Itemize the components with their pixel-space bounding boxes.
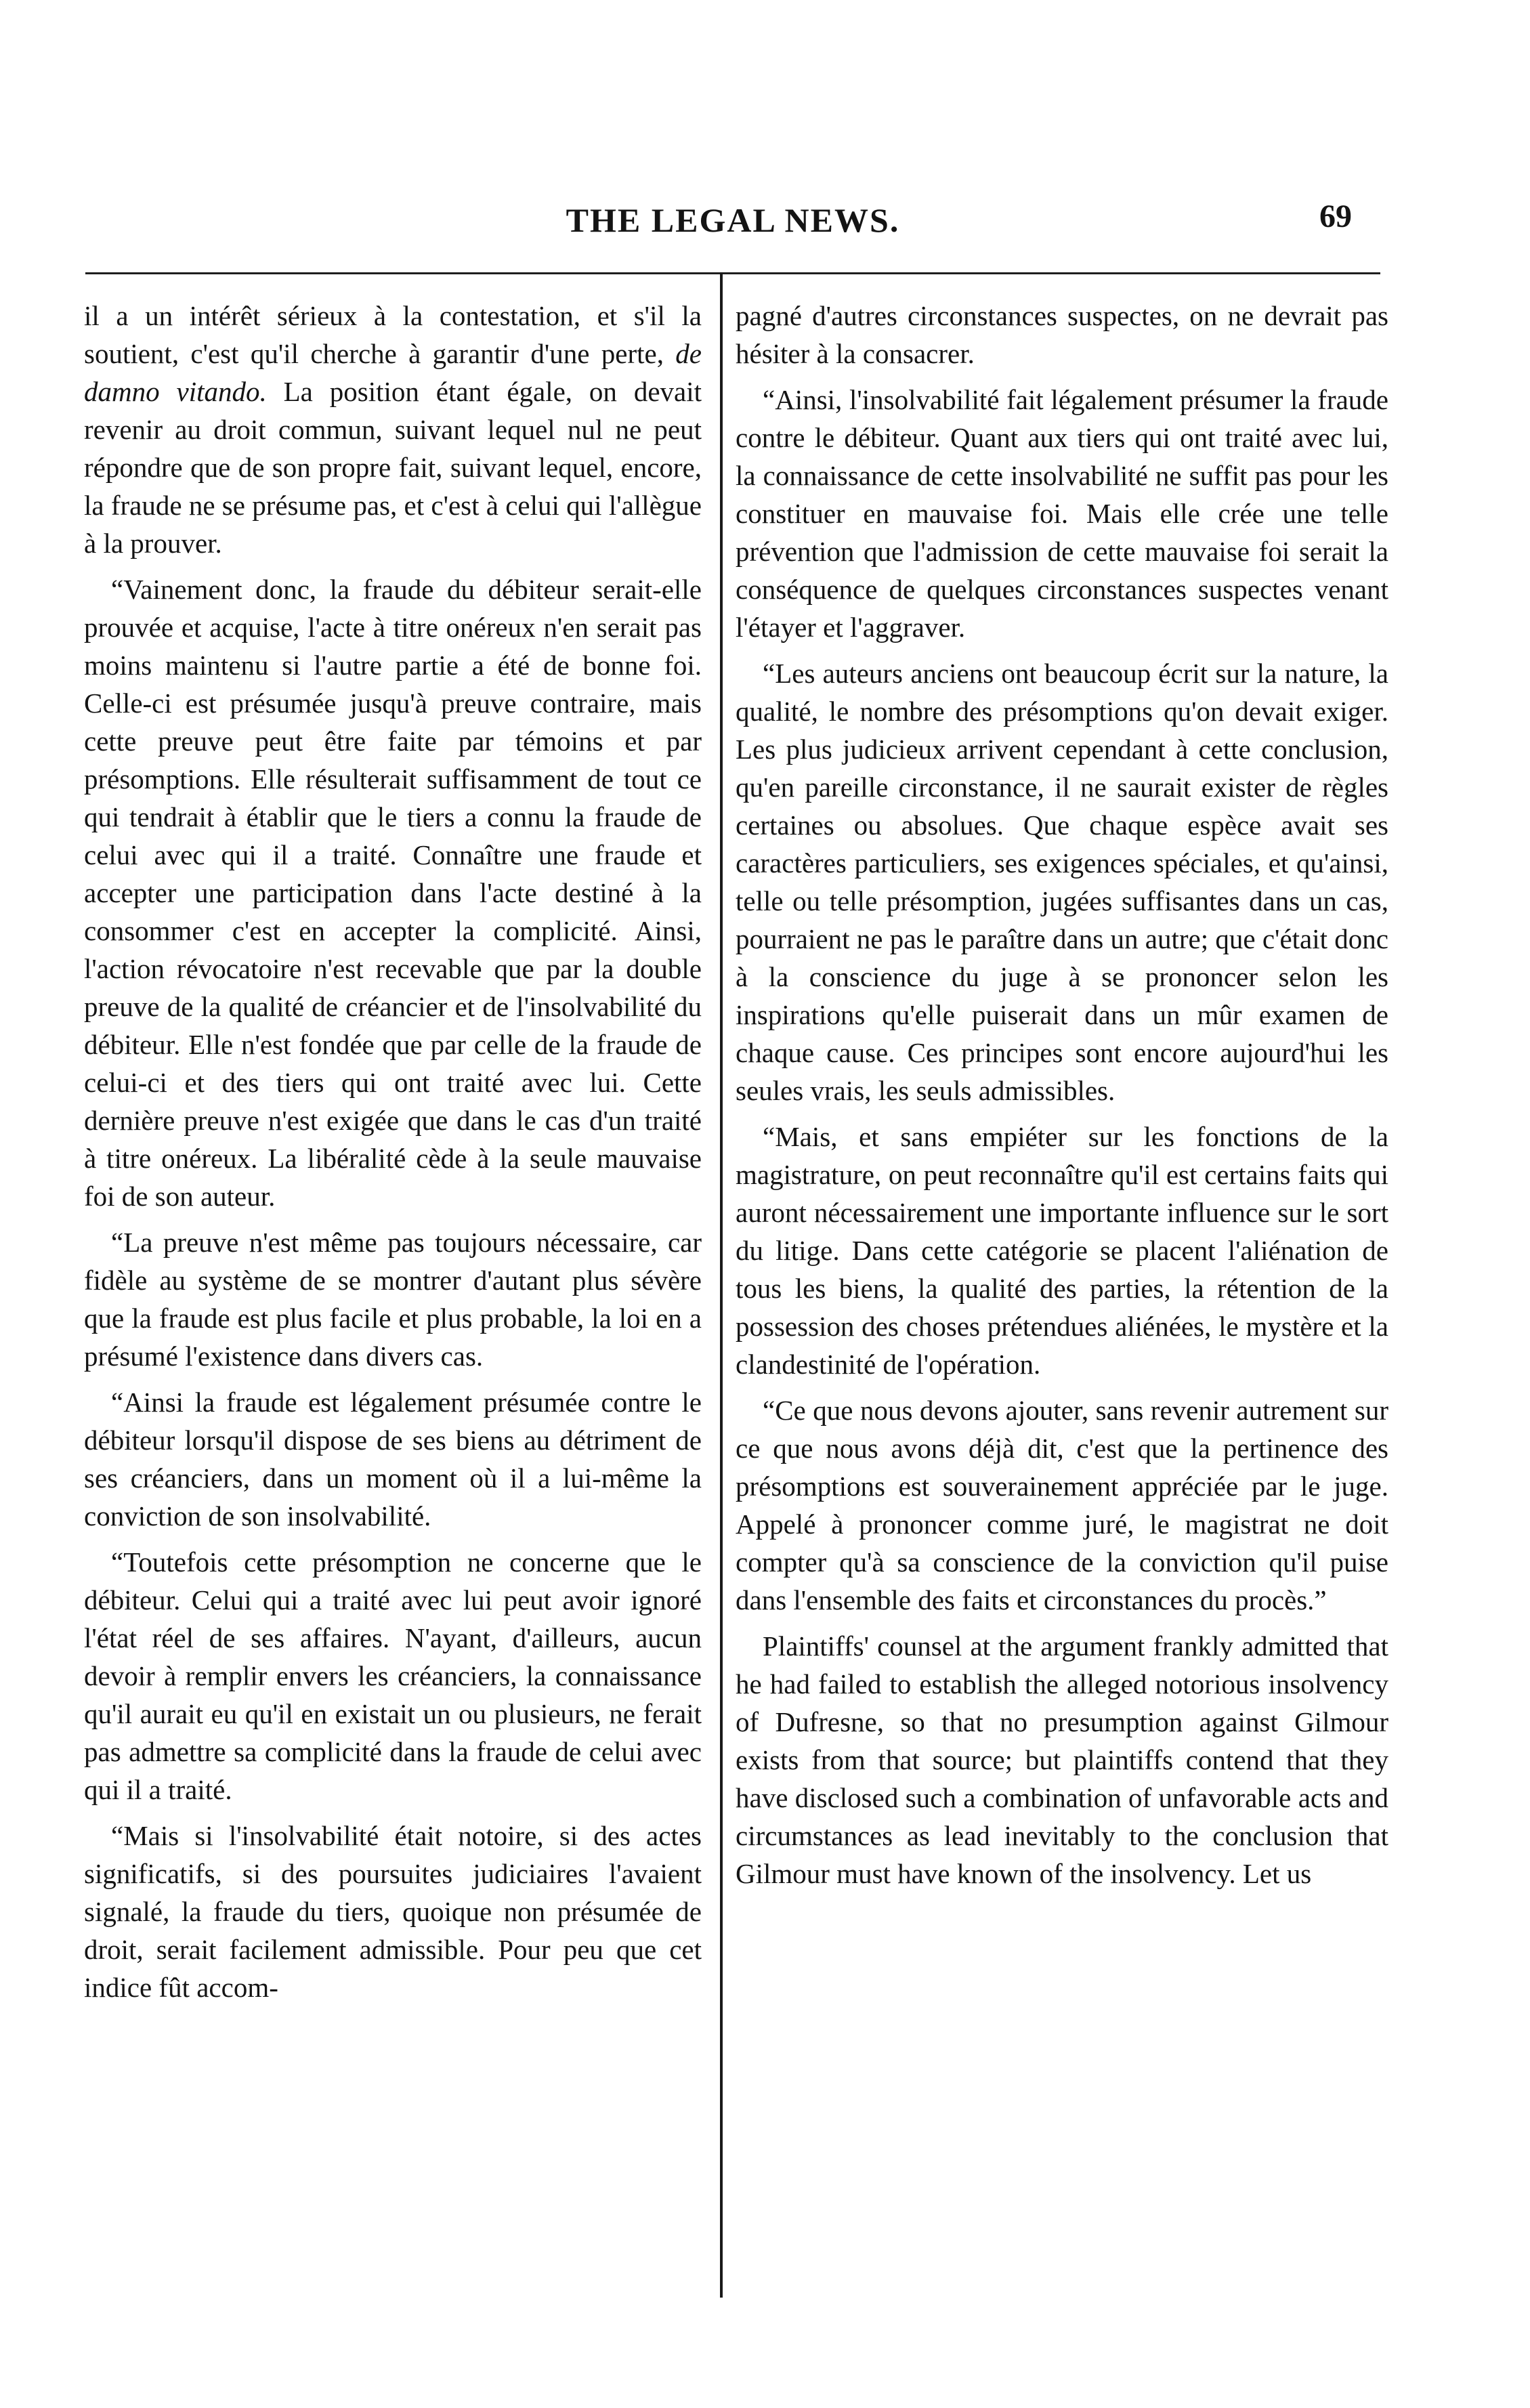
right-paragraph-1: pagné d'autres circonstances suspectes, on ne devrait pas hésiter à la consacrer. [736,300,1388,369]
left-paragraph-5: “Toutefois cette présomption ne concerne que le débiteur. Celui qui a traité avec lui peut avoir ignoré l'état réel de ses affaires. N'ayant, d'ailleurs, aucun devoir à remplir envers les créanciers, la connaissance qu'il aurait eu qu'il en existait un ou plusieurs, ne ferait pas admettre sa complicité dans la fraude de celui avec qui il a traité. [84,1546,702,1805]
left-column [84,297,702,2006]
right-paragraph-4: “Mais, et sans empiéter sur les fonctions de la magistrature, on peut reconnaître qu'il est certains faits qui auront nécessairement une importante influence sur le sort du litige. Dans cette catégorie se placent l'aliénation de tous les biens, la qualité des parties, la rétention de la possession des choses prétendues aliénées, le mystère et la clandestinité de l'opération. [736,1121,1388,1380]
left-paragraph-3: “La preuve n'est même pas toujours nécessaire, car fidèle au système de se montrer d'autant plus sévère que la fraude est plus facile et plus probable, la loi en a présumé l'existence dans divers cas. [84,1227,702,1372]
right-column [736,297,1388,1893]
left-paragraph-6: “Mais si l'insolvabilité était notoire, si des actes significatifs, si des poursuites judiciaires l'avaient signalé, la fraude du tiers, quoique non présumée de droit, serait facilement admissible. Pour peu que cet indice fût accom- [84,1820,702,2003]
left-paragraph-2: “Vainement donc, la fraude du débiteur serait-elle prouvée et acquise, l'acte à titre onéreux n'en serait pas moins maintenu si l'autre partie a été de bonne foi. Celle-ci est présumée jusqu'à preuve contraire, mais cette preuve peut être faite par témoins et par présomptions. Elle résulterait suffisamment de tout ce qui tendrait à établir que le tiers a connu la fraude de celui avec qui il a traité. Connaître une fraude et accepter une participation dans l'acte destiné à la consommer c'est en accepter la complicité. Ainsi, l'action révocatoire n'est recevable que par la double preuve de la qualité de créancier et de l'insolvabilité du débiteur. Elle n'est fondée que par celle de la fraude de celui-ci et des tiers qui ont traité avec lui. Cette dernière preuve n'est exigée que dans le cas d'un traité à titre onéreux. La libéralité cède à la seule mauvaise foi de son auteur. [84,574,702,1212]
left-paragraph-4: “Ainsi la fraude est légalement présumée contre le débiteur lorsqu'il dispose de ses biens au détriment de ses créanciers, dans un moment où il a lui-même la conviction de son insolvabilité. [84,1387,702,1532]
right-paragraph-3: “Les auteurs anciens ont beaucoup écrit sur la nature, la qualité, le nombre des présomptions qu'on devait exiger. Les plus judicieux arrivent cependant à cette conclusion, qu'en pareille circonstance, il ne saurait exister de règles certaines ou absolues. Que chaque espèce avait ses caractères particuliers, ses exigences spéciales, et qu'ainsi, telle ou telle présomption, jugées suffisantes dans un cas, pourraient ne pas le paraître dans un autre; que c'était donc à la conscience du juge à se prononcer selon les inspirations qu'elle puiserait dans un mûr examen de chaque cause. Ces principes sont encore aujourd'hui les seules vrais, les seuls admissibles. [736,658,1388,1106]
right-paragraph-6: Plaintiffs' counsel at the argument frankly admitted that he had failed to establish the alleged notorious insolvency of Dufresne, so that no presumption against Gilmour exists from that source; but plaintiffs contend that they have disclosed such a combination of unfavorable acts and circumstances as lead inevitably to the conclusion that Gilmour must have known of the insolvency. Let us [736,1630,1388,1889]
right-paragraph-2: “Ainsi, l'insolvabilité fait légalement présumer la fraude contre le débiteur. Quant aux tiers qui ont traité avec lui, la connaissance de cette insolvabilité ne suffit pas pour les constituer en mauvaise foi. Mais elle crée une telle prévention que l'admission de cette mauvaise foi serait la conséquence de quelques circonstances suspectes venant l'étayer et l'aggraver. [736,384,1388,643]
column-divider [720,272,723,2298]
page-number: 69 [1319,198,1352,234]
left-p1-italic: de damno vitando. [84,338,702,407]
left-p1-text-a: il a un intérêt sérieux à la contestation, et s'il la soutient, c'est qu'il cherche à garantir d'une perte, [84,300,702,369]
left-paragraph-1 [84,297,702,562]
right-paragraph-5: “Ce que nous devons ajouter, sans revenir autrement sur ce que nous avons déjà dit, c'est que la pertinence des présomptions est souverainement appréciée par le juge. Appelé à prononcer comme juré, le magistrat ne doit compter qu'à sa conscience de la conviction qu'il puise dans l'ensemble des faits et circonstances du procès.” [736,1395,1388,1615]
page-header [84,198,1382,259]
header-rule [85,272,1380,274]
left-p1-text-b: La position étant égale, on devait revenir au droit commun, suivant lequel nul ne peut répondre que de son propre fait, suivant lequel, encore, la fraude ne se présume pas, et c'est à celui qui l'allègue à la prouver. [84,376,702,559]
running-title: THE LEGAL NEWS. [566,201,900,239]
